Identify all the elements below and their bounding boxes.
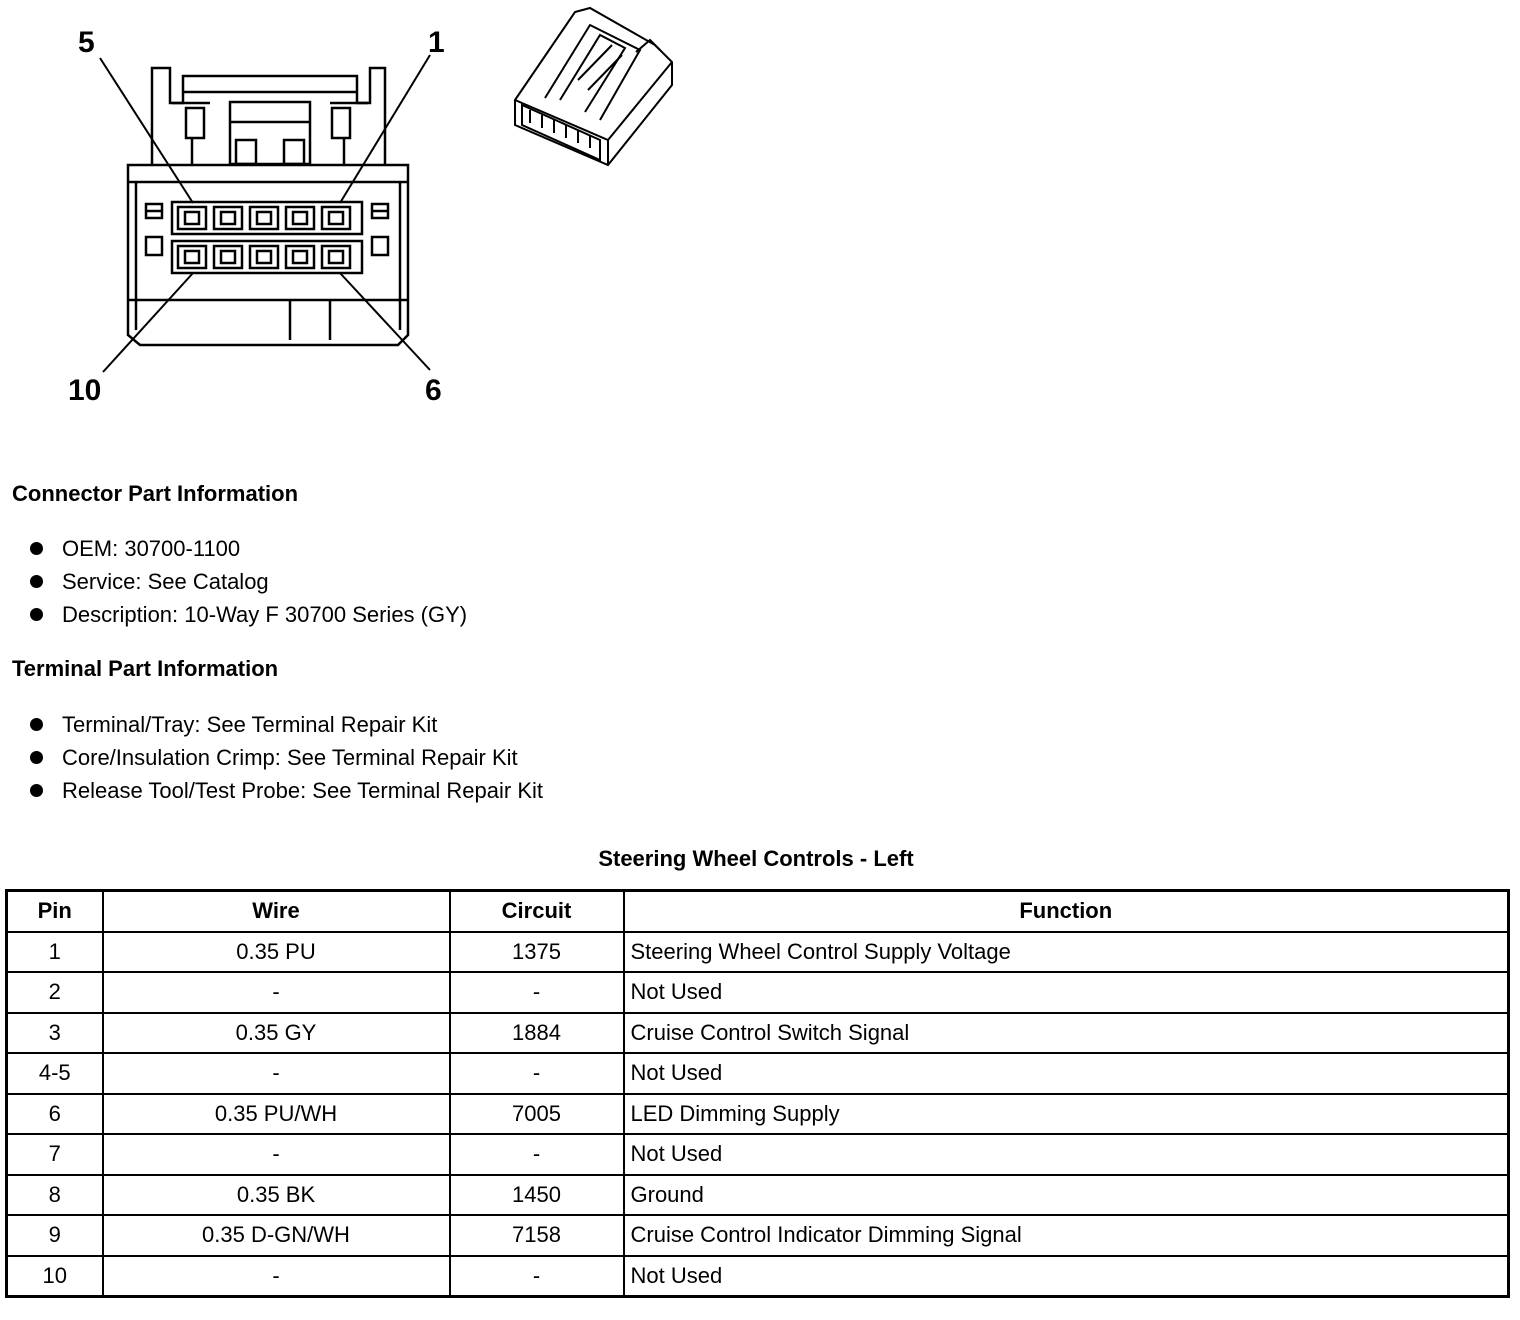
bullet-icon [30, 575, 43, 588]
connector-info-title: Connector Part Information [12, 481, 299, 506]
list-item: Core/Insulation Crimp: See Terminal Repair Kit [30, 741, 543, 774]
cell-circuit: - [450, 1256, 624, 1297]
cell-wire: 0.35 D-GN/WH [103, 1215, 450, 1256]
cell-function: Ground [624, 1175, 1509, 1216]
header-circuit: Circuit [450, 891, 624, 932]
cell-wire: 0.35 PU [103, 932, 450, 973]
bullet-icon [30, 751, 43, 764]
cell-circuit: - [450, 1053, 624, 1094]
list-item: Terminal/Tray: See Terminal Repair Kit [30, 708, 543, 741]
terminal-info-title: Terminal Part Information [12, 656, 279, 681]
list-item: Service: See Catalog [30, 565, 467, 598]
cell-wire: - [103, 972, 450, 1013]
table-row [7, 1013, 1509, 1054]
connector-isometric-view [515, 8, 672, 165]
table-row [7, 1094, 1509, 1135]
cell-wire: 0.35 BK [103, 1175, 450, 1216]
table-title: Steering Wheel Controls - Left [598, 846, 914, 871]
terminal-info-list [30, 708, 543, 807]
cell-pin: 10 [7, 1256, 103, 1297]
bullet-icon [30, 718, 43, 731]
bullet-icon [30, 608, 43, 621]
pin-label-10: 10 [68, 374, 102, 407]
list-item: OEM: 30700-1100 [30, 532, 467, 565]
table-row [7, 1256, 1509, 1297]
table-row [7, 1134, 1509, 1175]
table-row [7, 1215, 1509, 1256]
cell-pin: 6 [7, 1094, 103, 1135]
pin-row-bottom [172, 241, 362, 273]
cell-pin: 2 [7, 972, 103, 1013]
cell-circuit: 1450 [450, 1175, 624, 1216]
cell-wire: - [103, 1053, 450, 1094]
cell-function: Steering Wheel Control Supply Voltage [624, 932, 1509, 973]
cell-pin: 9 [7, 1215, 103, 1256]
connector-diagram [0, 0, 720, 440]
cell-circuit: 7158 [450, 1215, 624, 1256]
cell-pin: 4-5 [7, 1053, 103, 1094]
table-row [7, 972, 1509, 1013]
cell-function: Not Used [624, 972, 1509, 1013]
cell-pin: 7 [7, 1134, 103, 1175]
cell-function: Not Used [624, 1134, 1509, 1175]
table-row [7, 932, 1509, 973]
cell-circuit: 1375 [450, 932, 624, 973]
cell-wire: - [103, 1256, 450, 1297]
cell-function: Cruise Control Indicator Dimming Signal [624, 1215, 1509, 1256]
cell-pin: 8 [7, 1175, 103, 1216]
cell-function: Cruise Control Switch Signal [624, 1013, 1509, 1054]
bullet-icon [30, 784, 43, 797]
table-header-row [7, 891, 1509, 932]
cell-circuit: 7005 [450, 1094, 624, 1135]
pin-label-6: 6 [425, 374, 442, 407]
pin-label-5: 5 [78, 26, 95, 59]
cell-circuit: 1884 [450, 1013, 624, 1054]
header-pin: Pin [7, 891, 103, 932]
cell-function: LED Dimming Supply [624, 1094, 1509, 1135]
connector-body [128, 165, 408, 345]
cell-pin: 1 [7, 932, 103, 973]
cell-wire: 0.35 GY [103, 1013, 450, 1054]
cell-wire: - [103, 1134, 450, 1175]
header-function: Function [624, 891, 1509, 932]
header-wire: Wire [103, 891, 450, 932]
connector-info-list [30, 532, 467, 631]
list-item: Description: 10-Way F 30700 Series (GY) [30, 598, 467, 631]
table-row [7, 1053, 1509, 1094]
cell-pin: 3 [7, 1013, 103, 1054]
pin-row-top [172, 202, 362, 234]
table-row [7, 1175, 1509, 1216]
cell-circuit: - [450, 1134, 624, 1175]
cell-function: Not Used [624, 1053, 1509, 1094]
pinout-table [5, 889, 1510, 1298]
pin-label-1: 1 [428, 26, 445, 59]
cell-circuit: - [450, 972, 624, 1013]
cell-wire: 0.35 PU/WH [103, 1094, 450, 1135]
bullet-icon [30, 542, 43, 555]
list-item: Release Tool/Test Probe: See Terminal Repair Kit [30, 774, 543, 807]
cell-function: Not Used [624, 1256, 1509, 1297]
